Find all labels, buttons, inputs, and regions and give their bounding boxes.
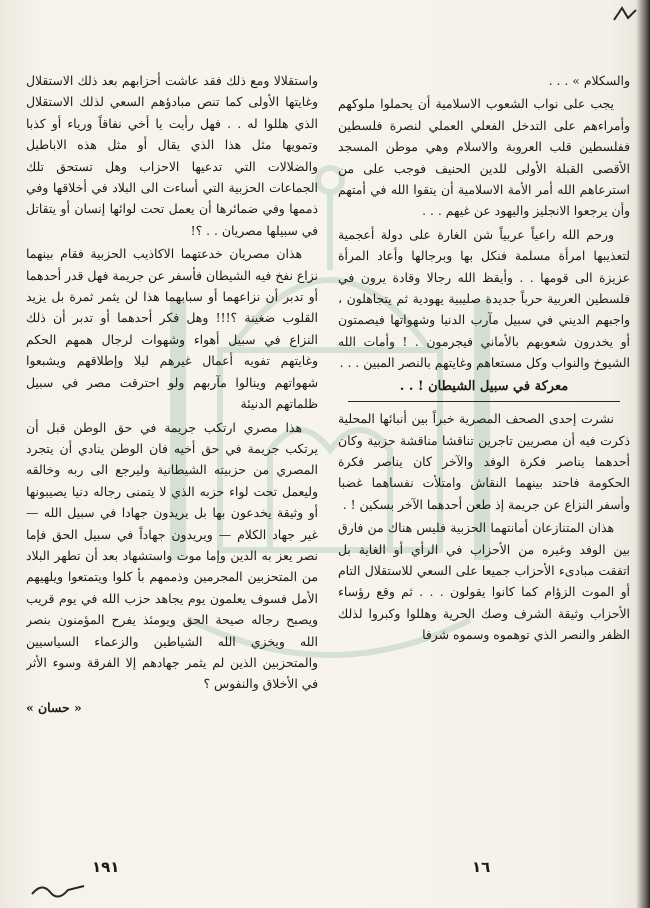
paragraph: هذان المتنازعان أمانتهما الحزبية فليس هناك من فارق بين الوفد وغيره من الأحزاب في الرأي أو الغاية بل اتفقت مبادىء الأحزاب جميعا على السعي للاستقلال التام أو الموت الزؤام كما كانوا يقولون . . . ثم وقع رؤساء الأحزاب وثيقة الشرف وصك الحرية وهللوا وكبروا لذلك الظفر والنصر الذي توهموه وسموه شرفا bbox=[338, 520, 630, 643]
paragraph: هذا مصري ارتكب جريمة في حق الوطن قبل أن يرتكب جريمة في حق أخيه فان الوطن ينادي أن يتجرد المصري من حزبيته الشيطانية وليرجع الى ربه وخالقه وليعمل تحت لواء حزبه الذي لا يتمنى رجاله دنيا يصيبونها أو وثيقة يخدعون بها بل يريدون جهادا في سبيل الله — غير جهاد الكلام — ويريدون جهاداً في سبيل الحق فإما نصر يعز به الدين وإما موت واستشهاد بعد أن تطهر البلاد من المتحزبين المجرمين وذممهم بأ كلوا ويتمتعوا ويلهيهم الأمل فسوف يعلمون يوم يجاهد حزب الله في يوم قريب ويصبح رجاله صيحة الحق ويومئذ يفرح المؤمنون بنصر الله ويخزي الله الشياطين والزعماء السياسيين والمتحزبين الذين لم يثمر جهادهم إلا الفرقة وسوء الأثر في الأخلاق والنفوس ؟ bbox=[26, 419, 318, 692]
page-edge-shadow bbox=[636, 0, 650, 908]
page-number-right: ١٦ bbox=[472, 858, 491, 876]
paragraph: نشرت إحدى الصحف المصرية خبراً بين أنبائها المحلية ذكرت فيه أن مصريين تاجرين تناقشا مناقشة حزبية وكان أحدهما يناصر فكرة الوفد والآخر كان يناصر فكرة الحكومة فاحتد بينهما النقاش وامتلأت نفساهما غضبا وأسفر النزاع عن جريمة إذ طعن أحدهما الآخر بسكين ! . bbox=[338, 411, 630, 512]
author-signature: « حسان » bbox=[26, 699, 82, 715]
left-column bbox=[26, 70, 318, 840]
paragraph: واستقلالا ومع ذلك فقد عاشت أحزابهم بعد ذلك الاستقلال وغايتها الأولى كما تنص مبادؤهم السعي لذلك الاستقلال الذي هللوا له . . فهل رأيت يا أخي نفاقاً ورياء أو كذبا وتمويها مثل هذا الذي يقال أو مثل هذه الاباطيل والضلالات التي تدعيها الاحزاب وهل تستحق تلك الجماعات الحزبية التي أساءت الى البلاد في أخلاقها وفي ذممها وفي ضمائرها أن يعمل تحت لوائها إنسان أو يتقاتل في سبيلها مصريان . . ؟! bbox=[26, 73, 318, 238]
page-number-left: ١٩١ bbox=[92, 858, 120, 876]
paragraph: ورحم الله راعياً عربياً شن الغارة على دولة أعجمية لتعذيبها امرأة مسلمة فنكل بها وبرجالها وأعاد المرأة عزيزة الى قومها . . وأيقظ الله رجالا وقادة يرون في فلسطين العربية حرباً جديدة صليبية يهودية ثم يتجاهلون ، واجبهم الديني في سبيل مآرب الدنيا وشهواتها فيصمتون أو يخدرون شعوبهم بالأماني فيجرمون . ! وأمات الله الشيوخ والنواب وكل مستعاهم وغايتهم بالنصر المبين . . . bbox=[338, 226, 630, 371]
paragraph: والسكلام » . . . bbox=[548, 73, 630, 88]
paragraph: يجب على نواب الشعوب الاسلامية أن يحملوا ملوكهم وأمراءهم على التدخل الفعلي العملي لنصرة فلسطين ففلسطين قلب العروبة والاسلام وهي موطن المسجد الأقصى القبلة الأولى للدين الحنيف فوجب على من استرعاهم الله أمر الأمة الاسلامية أن يتقوا الله في أمتهم وأن يرجعوا الانجليز واليهود عن غيهم . . . bbox=[338, 96, 630, 219]
paragraph: هذان مصريان خدعتهما الاكاذيب الحزبية فقام بينهما نزاع نفخ فيه الشيطان فأسفر عن جريمة فهل قدر أحدهما أو تدبر أن نزاعهما أو سبابهما هذا لن يثمر ثمرة بل يزيد القلوب ضغينة ؟!!! وهل فكر أحدهما أو تدبر أن ذلك النزاع في سبيل أهواء وشهوات لرجال همهم الحكم وغايتهم تفويه أعمال غيرهم ليلا وإطلاقهم ويشبعوا شهواتهم وينالوا مآربهم ولو احترقت مصر في سبيل ظلماتهم الدنيئة bbox=[26, 246, 318, 412]
handwritten-mark-icon bbox=[28, 880, 88, 900]
divider bbox=[348, 401, 620, 402]
right-column bbox=[338, 70, 630, 840]
section-heading: معركة في سبيل الشيطان ! . . bbox=[399, 378, 569, 394]
